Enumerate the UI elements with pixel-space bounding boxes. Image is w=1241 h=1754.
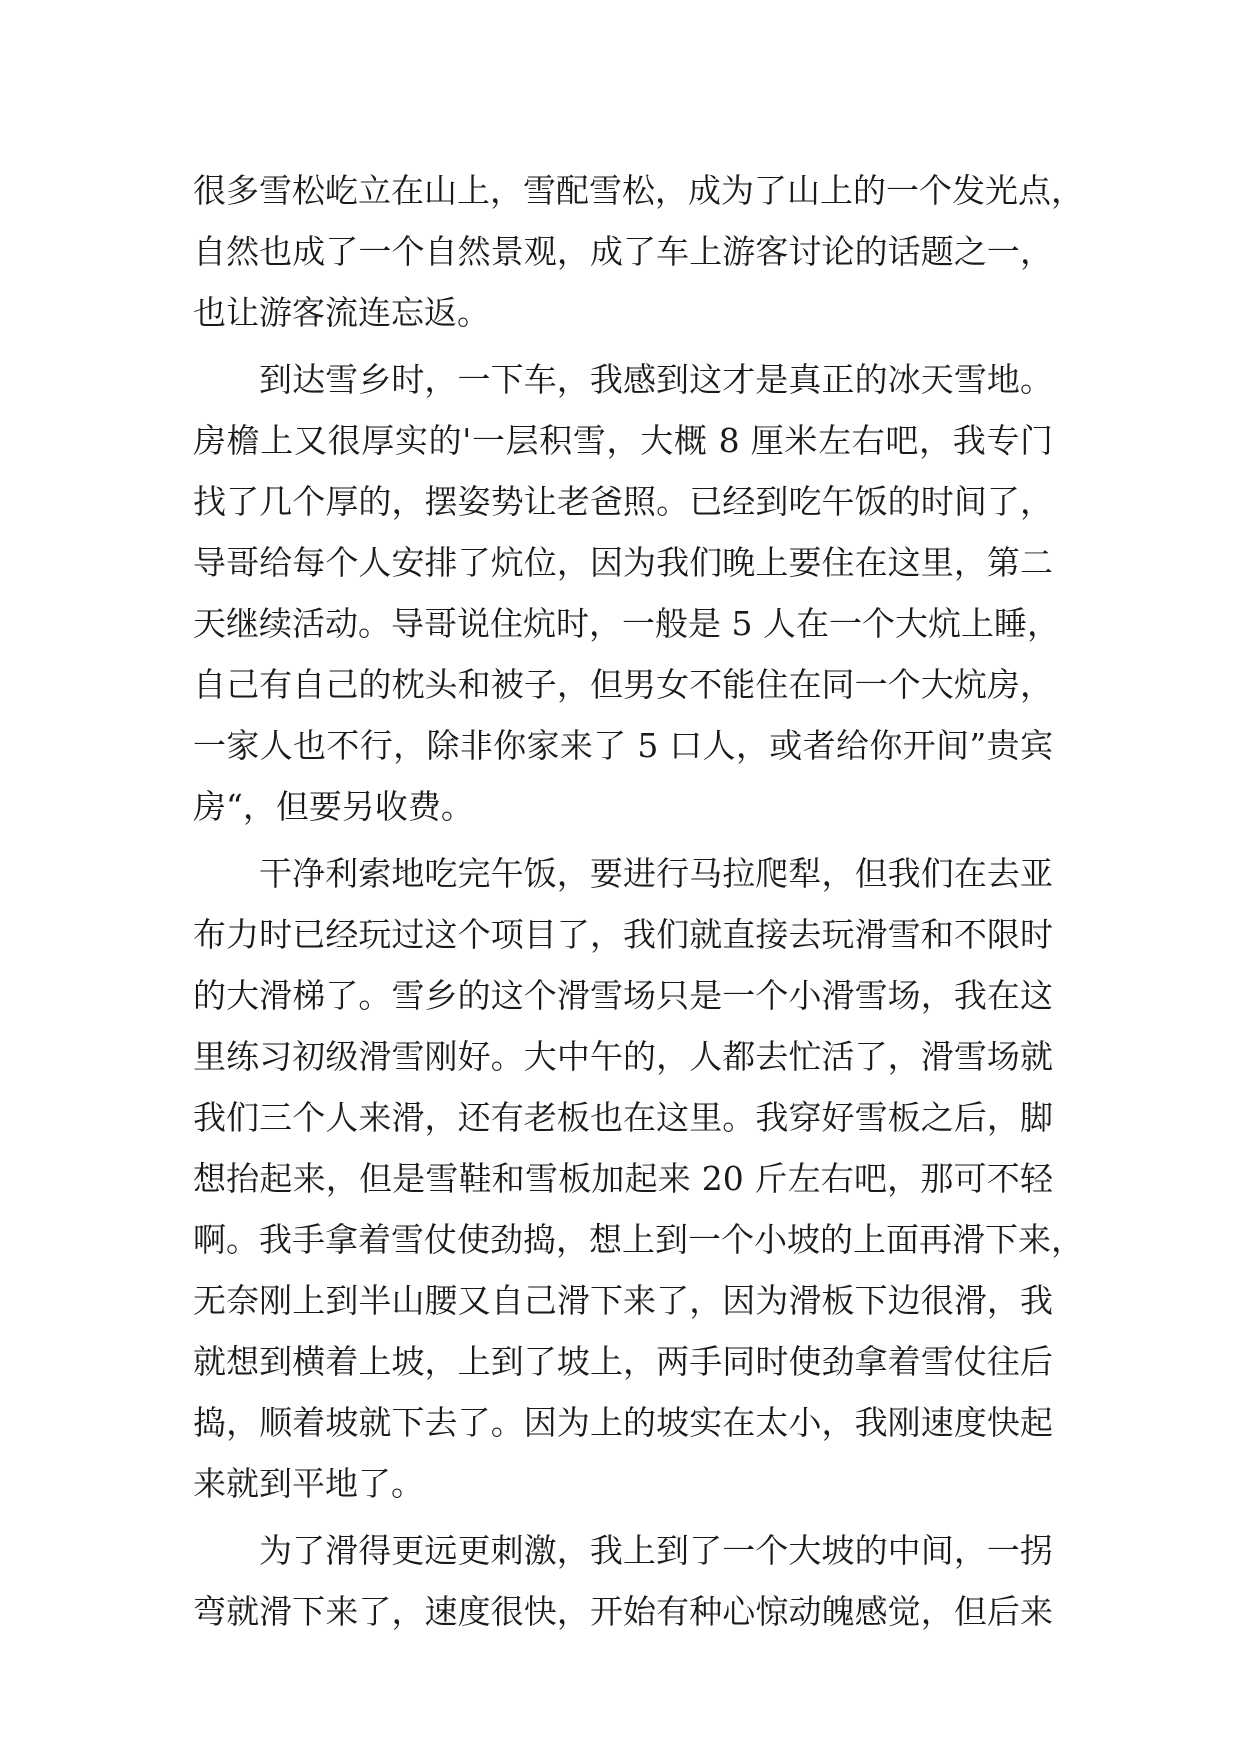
text-line: 来就到平地了。 — [193, 1464, 424, 1503]
text-line: 我们三个人来滑，还有老板也在这里。我穿好雪板之后，脚 — [193, 1098, 1053, 1137]
text-line: 的大滑梯了。雪乡的这个滑雪场只是一个小滑雪场，我在这 — [193, 976, 1053, 1015]
text-line: 干净利索地吃完午饭，要进行马拉爬犁，但我们在去亚 — [259, 854, 1053, 893]
text-line: 自己有自己的枕头和被子，但男女不能住在同一个大炕房， — [193, 665, 1053, 704]
text-line: 捣，顺着坡就下去了。因为上的坡实在太小，我刚速度快起 — [193, 1403, 1053, 1442]
paragraph — [193, 843, 1084, 1514]
text-line: 无奈刚上到半山腰又自己滑下来了，因为滑板下边很滑，我 — [193, 1281, 1053, 1320]
text-line: 天继续活动。导哥说住炕时，一般是 5 人在一个大炕上睡， — [193, 604, 1060, 643]
document-body — [193, 160, 1084, 1642]
text-line: 里练习初级滑雪刚好。大中午的，人都去忙活了，滑雪场就 — [193, 1037, 1053, 1076]
text-line: 弯就滑下来了，速度很快，开始有种心惊动魄感觉，但后来 — [193, 1592, 1053, 1631]
paragraph — [193, 349, 1060, 837]
text-line: 为了滑得更远更刺激，我上到了一个大坡的中间，一拐 — [259, 1531, 1053, 1570]
text-line: 房“，但要另收费。 — [193, 787, 474, 826]
text-line: 啊。我手拿着雪仗使劲捣，想上到一个小坡的上面再滑下来， — [193, 1220, 1084, 1259]
paragraph — [193, 1520, 1053, 1642]
text-line: 自然也成了一个自然景观，成了车上游客讨论的话题之一， — [193, 232, 1053, 271]
text-line: 很多雪松屹立在山上，雪配雪松，成为了山上的一个发光点， — [193, 171, 1084, 210]
text-line: 一家人也不行，除非你家来了 5 口人，或者给你开间”贵宾 — [193, 726, 1053, 765]
text-line: 也让游客流连忘返。 — [193, 293, 490, 332]
text-line: 房檐上又很厚实的'一层积雪，大概 8 厘米左右吧，我专门 — [193, 421, 1053, 460]
text-line: 导哥给每个人安排了炕位，因为我们晚上要住在这里，第二 — [193, 543, 1053, 582]
text-line: 布力时已经玩过这个项目了，我们就直接去玩滑雪和不限时 — [193, 915, 1053, 954]
text-line: 找了几个厚的，摆姿势让老爸照。已经到吃午饭的时间了， — [193, 482, 1053, 521]
text-line: 想抬起来，但是雪鞋和雪板加起来 20 斤左右吧，那可不轻 — [193, 1159, 1053, 1198]
text-line: 就想到横着上坡，上到了坡上，两手同时使劲拿着雪仗往后 — [193, 1342, 1053, 1381]
paragraph — [193, 160, 1084, 343]
text-line: 到达雪乡时，一下车，我感到这才是真正的冰天雪地。 — [259, 360, 1053, 399]
